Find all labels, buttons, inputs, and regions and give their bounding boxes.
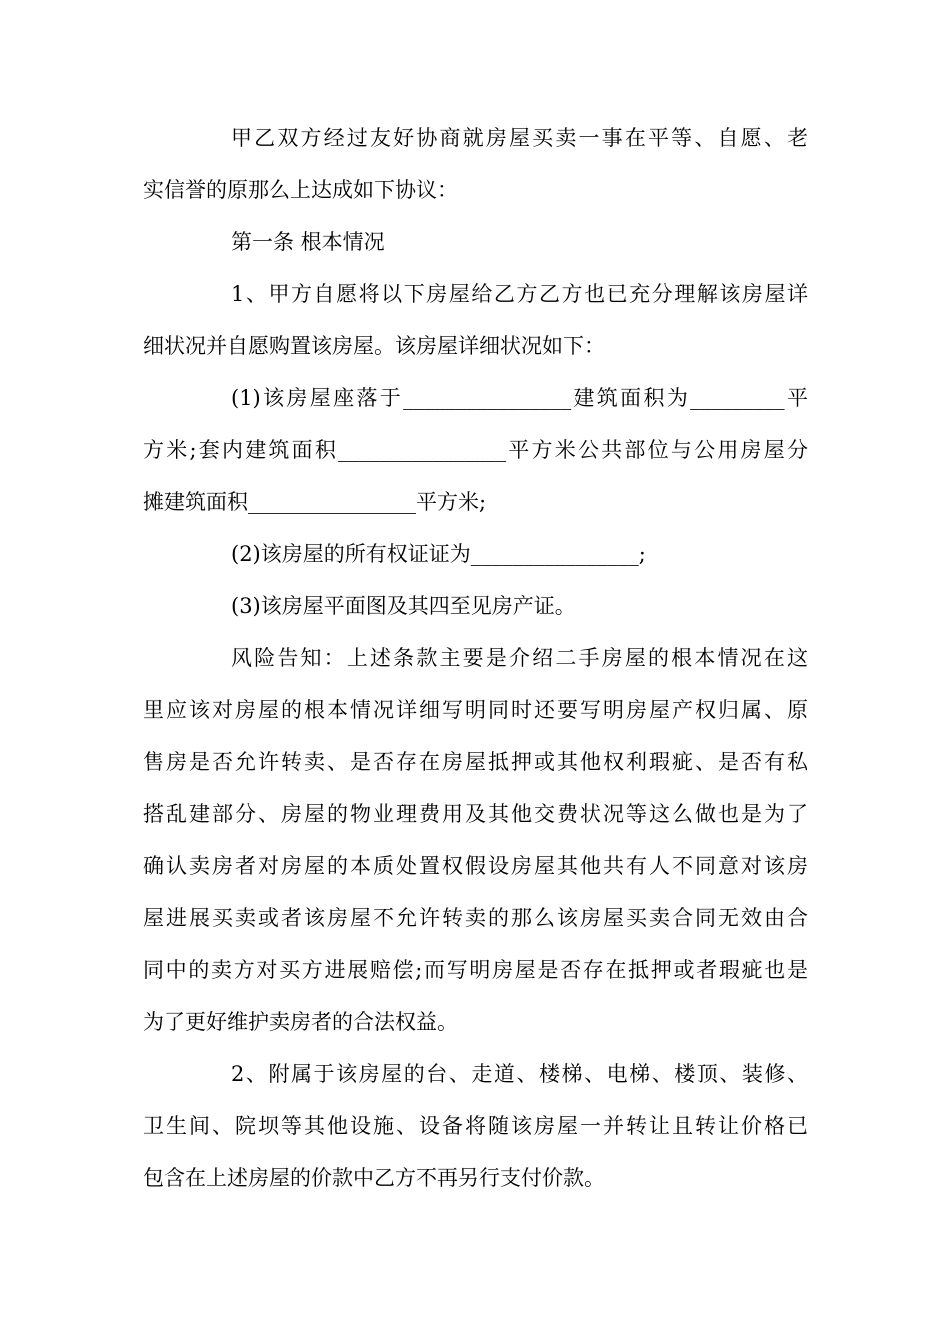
paragraph-line: 确认卖房者对房屋的本质处置权假设房屋其他共有人不同意对该房 bbox=[143, 854, 808, 878]
paragraph-line: 摊建筑面积________________平方米; bbox=[143, 490, 487, 514]
paragraph-line: 售房是否允许转卖、是否存在房屋抵押或其他权利瑕疵、是否有私 bbox=[143, 750, 808, 774]
paragraph-line: 风险告知：上述条款主要是介绍二手房屋的根本情况在这 bbox=[231, 646, 808, 670]
paragraph-line: 甲乙双方经过友好协商就房屋买卖一事在平等、自愿、老 bbox=[231, 126, 808, 150]
paragraph-line: 卫生间、院坝等其他设施、设备将随该房屋一并转让且转让价格已 bbox=[143, 1114, 808, 1138]
paragraph-line: 搭乱建部分、房屋的物业理费用及其他交费状况等这么做也是为了 bbox=[143, 802, 808, 826]
paragraph-line: 屋进展买卖或者该房屋不允许转卖的那么该房屋买卖合同无效由合 bbox=[143, 906, 808, 930]
paragraph-line: (3)该房屋平面图及其四至见房产证。 bbox=[231, 594, 576, 618]
paragraph-line: 2、附属于该房屋的台、走道、楼梯、电梯、楼顶、装修、 bbox=[231, 1062, 808, 1086]
section-heading: 第一条 根本情况 bbox=[231, 230, 385, 254]
paragraph-line: 1、甲方自愿将以下房屋给乙方乙方也已充分理解该房屋详 bbox=[231, 282, 808, 306]
paragraph-line: 同中的卖方对买方进展赔偿;而写明房屋是否存在抵押或者瑕疵也是 bbox=[143, 958, 808, 982]
paragraph-line: 实信誉的原那么上达成如下协议： bbox=[143, 178, 458, 202]
paragraph-line: (1)该房屋座落于________________建筑面积为_________平 bbox=[231, 386, 808, 410]
paragraph-line: (2)该房屋的所有权证证为________________; bbox=[231, 542, 646, 566]
paragraph-line: 里应该对房屋的根本情况详细写明同时还要写明房屋产权归属、原 bbox=[143, 698, 808, 722]
paragraph-line: 包含在上述房屋的价款中乙方不再另行支付价款。 bbox=[143, 1166, 605, 1190]
paragraph-line: 为了更好维护卖房者的合法权益。 bbox=[143, 1010, 458, 1034]
paragraph-line: 方米;套内建筑面积________________平方米公共部位与公用房屋分 bbox=[143, 438, 808, 462]
paragraph-line: 细状况并自愿购置该房屋。该房屋详细状况如下： bbox=[143, 334, 605, 358]
